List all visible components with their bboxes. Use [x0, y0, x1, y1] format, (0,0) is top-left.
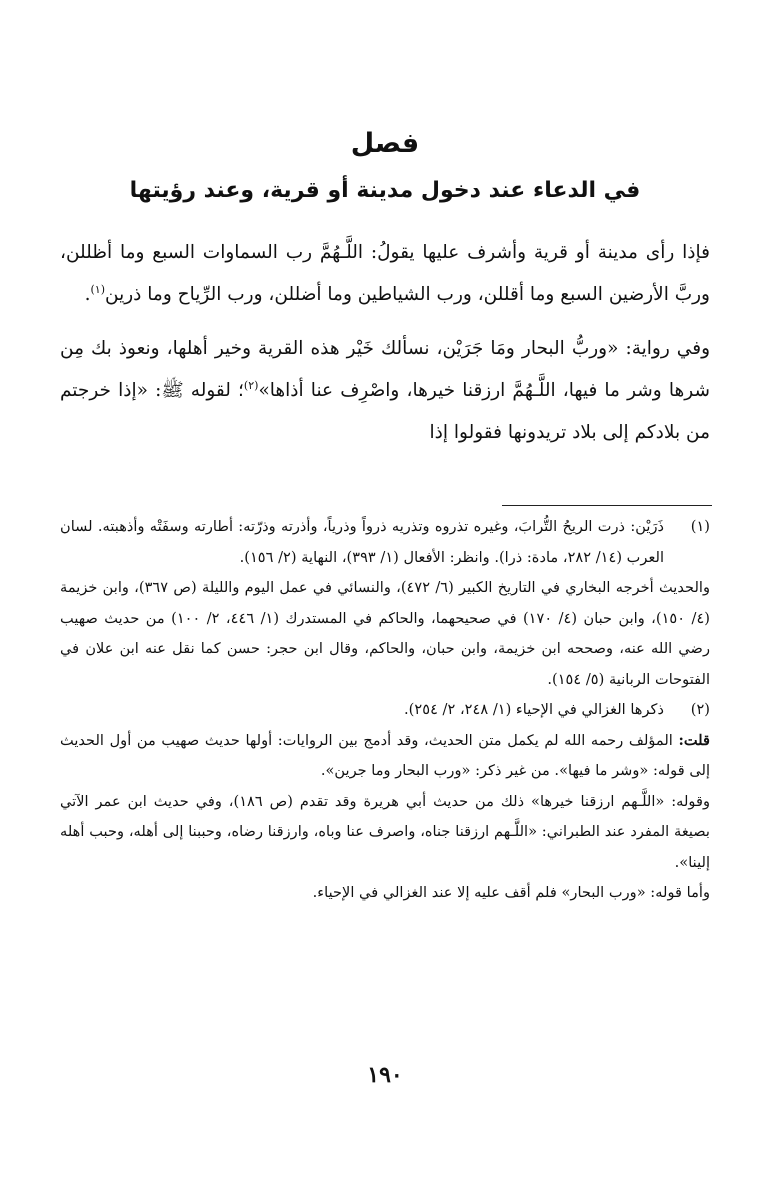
paragraph-1-text: فإذا رأى مدينة أو قرية وأشرف عليها يقولُ: اللَّـهُمَّ رب السماوات السبع وما أظللن، وربَّ الأرضين السبع وما أقللن، ورب الشياطين وما أضللن، ورب الرِّياح وما ذرين: [60, 242, 710, 305]
comment-lead: قلت:: [678, 731, 710, 749]
section-title: فصل: [350, 128, 420, 159]
footnote-1: [60, 512, 710, 573]
footnote-comment: وقوله: «اللَّـهم ارزقنا خيرها» ذلك من حديث أبي هريرة وقد تقدم (ص ١٨٦)، وفي حديث ابن عمر الآتي بصيغة المفرد عند الطبراني: «اللَّـهم ارزقنا جناه، واصرف عنا وباه، وارزقنا رضاه، وحببنا إلى أهله، وحبب أهله إلينا».: [60, 792, 710, 871]
page-number: ١٩٠: [367, 1062, 403, 1088]
main-text: [60, 232, 710, 454]
footnote-comment: [60, 726, 710, 787]
footnote-ref-1: (١): [90, 282, 105, 296]
section-subtitle: في الدعاء عند دخول مدينة أو قرية، وعند رؤيتها: [129, 178, 641, 203]
footnote-number: (٢): [690, 701, 710, 718]
footnote-text: ذكرها الغزالي في الإحياء (١/ ٢٤٨، ٢/ ٢٥٤).: [404, 701, 664, 718]
paragraph-2: [60, 328, 710, 454]
comment-text: المؤلف رحمه الله لم يكمل متن الحديث، وقد أدمج بين الروايات: أولها حديث صهيب من أول الحديث إلى قوله: «وشر ما فيها». من غير ذكر: «ورب البحار وما جرين».: [60, 731, 710, 779]
footnote-comment: وأما قوله: «ورب البحار» فلم أقف عليه إلا عند الغزالي في الإحياء.: [312, 884, 710, 901]
paragraph-2-continuation: ؛ لقوله ﷺ: «إذا خرجتم من بلادكم إلى بلاد تريدونها فقولوا إذا: [60, 380, 710, 443]
footnote-separator: [502, 505, 712, 506]
paragraph-1: [60, 232, 710, 316]
footnote-text: ذَرَيْن: ذرت الريحُ التُّرابَ، وغيره تذروه وتذريه ذرواً وذرياً، وأذرته وذرّته: أطارته وسفَتْه وأذهبته. لسان العرب (١٤/ ٢٨٢، مادة: ذرا). وانظر: الأفعال (١/ ٣٩٣)، النهاية (٢/ ١٥٦).: [60, 518, 664, 566]
footnote-number: (١): [690, 518, 710, 535]
footnote-ref-2: (٢): [243, 378, 259, 392]
footnote-2: [60, 695, 710, 726]
footnote-text: والحديث أخرجه البخاري في التاريخ الكبير (٦/ ٤٧٢)، والنسائي في عمل اليوم والليلة (ص ٣٦٧)، وابن خزيمة (٤/ ١٥٠)، وابن حبان (٤/ ١٧٠) في صحيحهما، والحاكم في المستدرك (١/ ٤٤٦، ٢/ ١٠٠) من حديث صهيب رضي الله عنه، وصححه ابن خزيمة، وابن حبان، والحاكم، وقال ابن حجر: حسن كما نقل عنه ابن علان في الفتوحات الربانية (٥/ ١٥٤).: [60, 579, 710, 688]
footnotes: [60, 512, 710, 909]
paragraph-1-end: .: [84, 284, 91, 305]
paragraph-2-text: وفي رواية: «وربُّ البحار ومَا جَرَيْن، نسألك خَيْر هذه القرية وخير أهلها، ونعوذ بك مِن شرها وشر ما فيها، اللَّـهُمَّ ارزقنا خيرها، واصْرِف عنا أذاها»: [60, 338, 710, 401]
